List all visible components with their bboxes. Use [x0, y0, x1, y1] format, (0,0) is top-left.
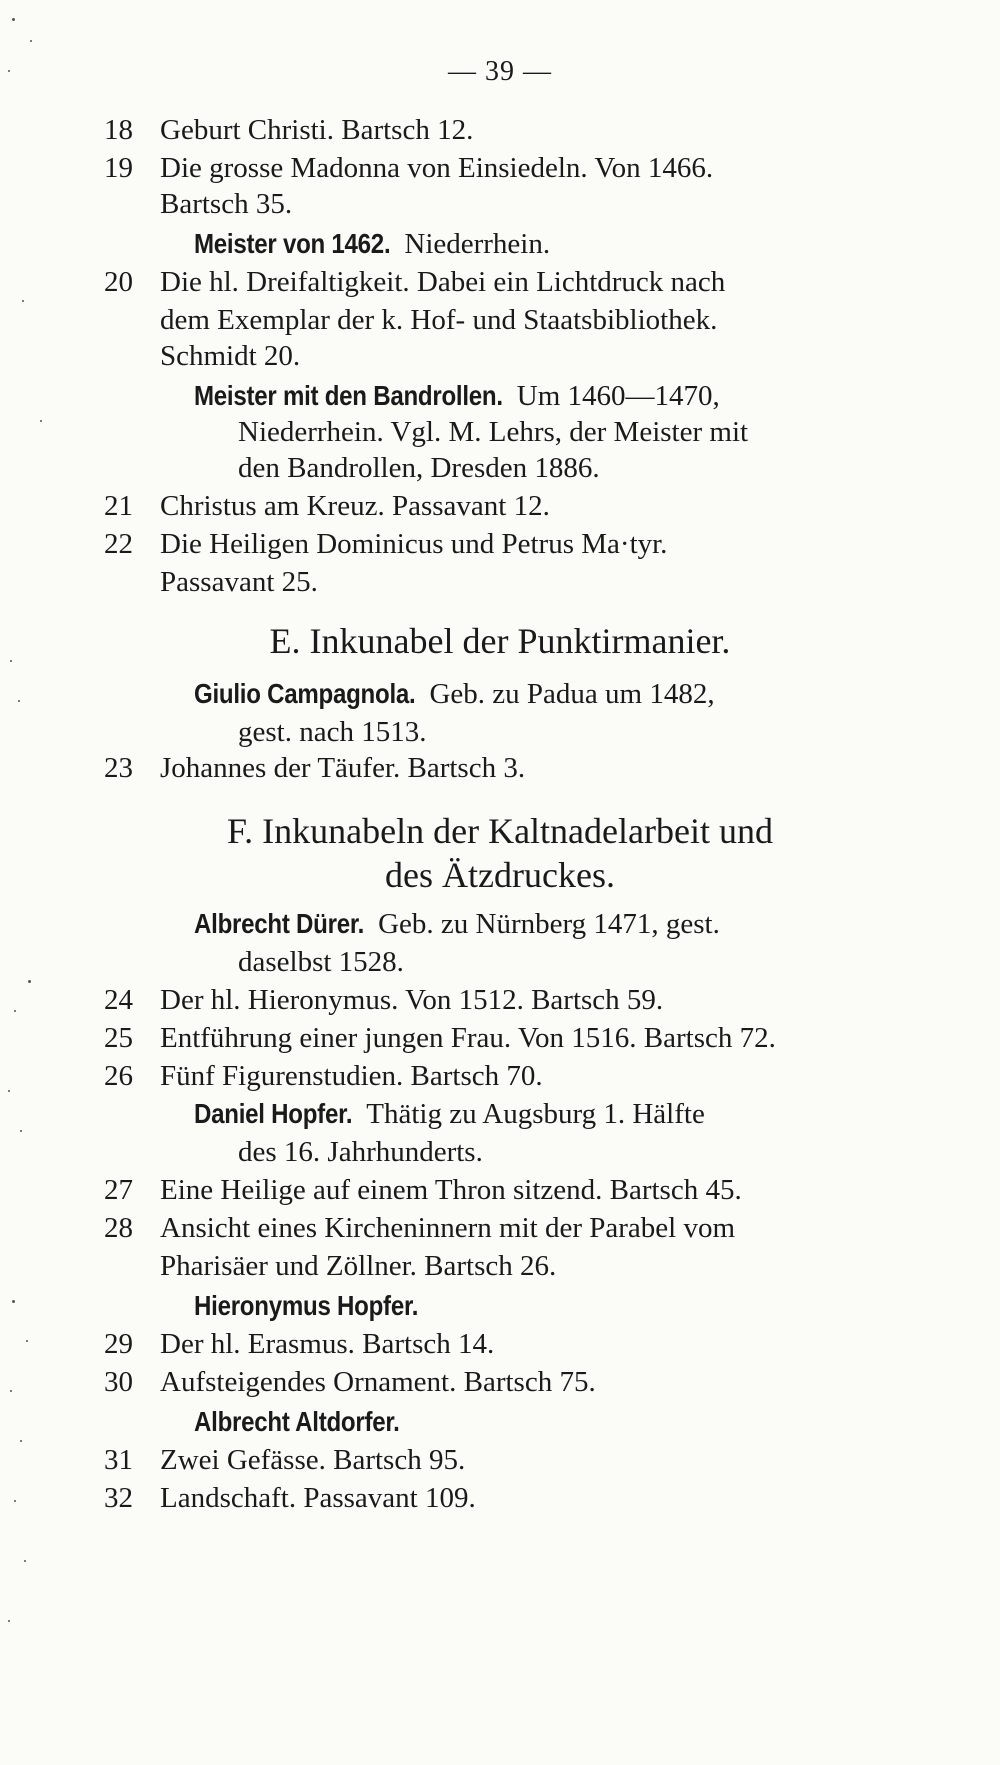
entry-text: Der hl. Erasmus. Bartsch 14. [160, 1328, 495, 1360]
master-name: Hieronymus Hopfer. [194, 1290, 419, 1321]
entry-text: Passavant 25. [160, 566, 318, 598]
master-name: Daniel Hopfer. [194, 1098, 353, 1129]
master-note-text: Geb. zu Padua um 1482, [429, 678, 715, 710]
section-heading: E. Inkunabel der Punktirmanier. [269, 621, 731, 661]
entry-text: Johannes der Täufer. Bartsch 3. [160, 752, 526, 784]
entry-text: Landschaft. Passavant 109. [160, 1482, 476, 1514]
scan-speck [24, 1560, 26, 1562]
scan-speck [20, 1130, 22, 1132]
master-note-text: Niederrhein. Vgl. M. Lehrs, der Meister mit [238, 416, 749, 448]
entry-number: 18 [104, 114, 133, 146]
master-name: Meister von 1462. [194, 228, 391, 259]
entry-text: Eine Heilige auf einem Thron sitzend. Bartsch 45. [160, 1174, 742, 1206]
section-heading: F. Inkunabeln der Kaltnadelarbeit und [227, 811, 773, 851]
entry-number: 23 [104, 752, 133, 784]
entry-number: 30 [104, 1366, 133, 1398]
entry-number: 31 [104, 1444, 133, 1476]
entry-text: Die hl. Dreifaltigkeit. Dabei ein Lichtdruck nach [160, 266, 726, 298]
scan-speck [28, 980, 31, 983]
master-note-text: gest. nach 1513. [238, 716, 427, 748]
master-note-text: Um 1460—1470, [516, 380, 720, 412]
entry-text: Der hl. Hieronymus. Von 1512. Bartsch 59. [160, 984, 664, 1016]
master-note-text: Thätig zu Augsburg 1. Hälfte [366, 1098, 705, 1130]
entry-text: Schmidt 20. [160, 340, 301, 372]
entry-number: 24 [104, 984, 133, 1016]
entry-number: 21 [104, 490, 133, 522]
section-heading: des Ätzdruckes. [385, 855, 615, 895]
entry-text: Christus am Kreuz. Passavant 12. [160, 490, 550, 522]
master-name: Albrecht Altdorfer. [194, 1406, 400, 1437]
entry-text: Bartsch 35. [160, 188, 293, 220]
scan-speck [18, 700, 20, 702]
scan-speck [12, 18, 15, 21]
scan-speck [20, 1440, 22, 1442]
entry-number: 29 [104, 1328, 133, 1360]
entry-text: Die Heiligen Dominicus und Petrus Ma·tyr. [160, 528, 668, 560]
entry-text: Zwei Gefässe. Bartsch 95. [160, 1444, 466, 1476]
scan-speck [10, 660, 12, 662]
scan-speck [8, 70, 10, 72]
scan-speck [14, 1500, 16, 1502]
entry-text: Die grosse Madonna von Einsiedeln. Von 1466. [160, 152, 714, 184]
scan-speck [14, 1010, 16, 1012]
entry-text: Ansicht eines Kircheninnern mit der Parabel vom [160, 1212, 736, 1244]
scan-speck [30, 40, 32, 42]
entry-number: 27 [104, 1174, 133, 1206]
master-note-text: des 16. Jahrhunderts. [238, 1136, 483, 1168]
master-note-text: den Bandrollen, Dresden 1886. [238, 452, 600, 484]
scan-speck [40, 420, 42, 422]
entry-number: 28 [104, 1212, 133, 1244]
master-name: Giulio Campagnola. [194, 678, 416, 709]
master-name: Meister mit den Bandrollen. [194, 380, 503, 411]
entry-number: 22 [104, 528, 133, 560]
entry-text: Aufsteigendes Ornament. Bartsch 75. [160, 1366, 596, 1398]
entry-text: Entführung einer jungen Frau. Von 1516. Bartsch 72. [160, 1022, 776, 1054]
master-note-text: Niederrhein. [404, 228, 551, 260]
entry-number: 26 [104, 1060, 133, 1092]
entry-number: 20 [104, 266, 133, 298]
scan-speck [12, 1300, 15, 1303]
scan-speck [10, 1390, 12, 1392]
entry-text: Geburt Christi. Bartsch 12. [160, 114, 474, 146]
scan-speck [8, 1620, 10, 1622]
entry-text: dem Exemplar der k. Hof- und Staatsbibliothek. [160, 304, 718, 336]
entry-number: 19 [104, 152, 133, 184]
master-note-text: daselbst 1528. [238, 946, 404, 978]
scan-speck [8, 1090, 10, 1092]
entry-number: 25 [104, 1022, 133, 1054]
master-note-text: Geb. zu Nürnberg 1471, gest. [378, 908, 720, 940]
entry-text: Fünf Figurenstudien. Bartsch 70. [160, 1060, 543, 1092]
entry-text: Pharisäer und Zöllner. Bartsch 26. [160, 1250, 557, 1282]
scan-speck [26, 1340, 28, 1342]
entry-number: 32 [104, 1482, 133, 1514]
master-name: Albrecht Dürer. [194, 908, 365, 939]
page-number: — 39 — [448, 56, 552, 87]
scan-speck [22, 300, 24, 302]
